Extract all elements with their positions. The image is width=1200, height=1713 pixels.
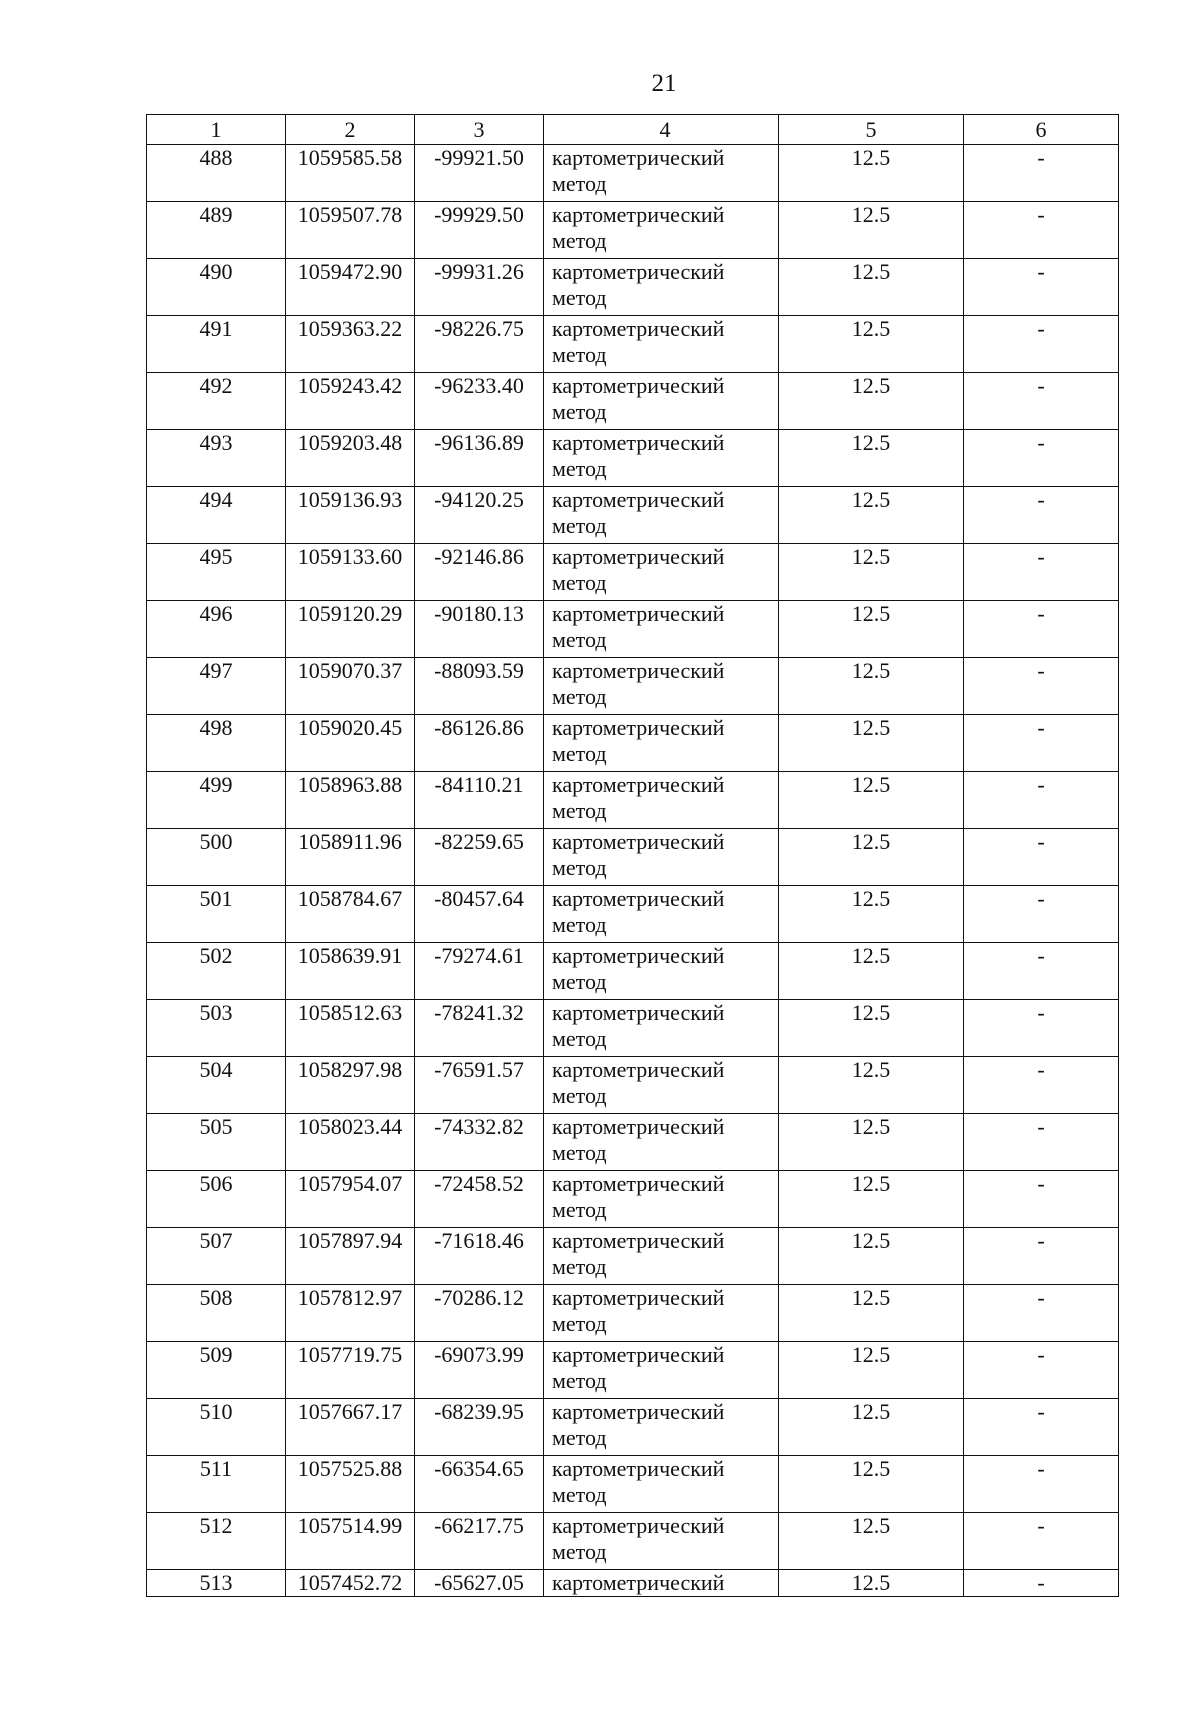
method-cell: картометрический метод — [544, 1057, 779, 1114]
accuracy-cell: 12.5 — [779, 1513, 964, 1570]
note-cell: - — [964, 1114, 1119, 1171]
table-row — [147, 601, 1119, 658]
x-coordinate-cell: 1059203.48 — [286, 430, 415, 487]
method-cell: картометрический метод — [544, 1399, 779, 1456]
y-coordinate-cell: -90180.13 — [415, 601, 544, 658]
method-cell: картометрический метод — [544, 1285, 779, 1342]
point-number-cell: 511 — [147, 1456, 286, 1513]
x-coordinate-cell: 1058963.88 — [286, 772, 415, 829]
y-coordinate-cell: -65627.05 — [415, 1570, 544, 1597]
method-cell: картометрический метод — [544, 772, 779, 829]
table-row — [147, 373, 1119, 430]
point-number-cell: 500 — [147, 829, 286, 886]
point-number-cell: 494 — [147, 487, 286, 544]
method-cell: картометрический метод — [544, 1513, 779, 1570]
method-cell: картометрический метод — [544, 1456, 779, 1513]
point-number-cell: 502 — [147, 943, 286, 1000]
x-coordinate-cell: 1058297.98 — [286, 1057, 415, 1114]
x-coordinate-cell: 1057897.94 — [286, 1228, 415, 1285]
table-body — [147, 145, 1119, 1597]
accuracy-cell: 12.5 — [779, 1114, 964, 1171]
note-cell: - — [964, 829, 1119, 886]
accuracy-cell: 12.5 — [779, 1057, 964, 1114]
accuracy-cell: 12.5 — [779, 1000, 964, 1057]
method-cell: картометрический метод — [544, 544, 779, 601]
table-row — [147, 1399, 1119, 1456]
table-row — [147, 1342, 1119, 1399]
method-cell: картометрический метод — [544, 829, 779, 886]
note-cell: - — [964, 1513, 1119, 1570]
point-number-cell: 495 — [147, 544, 286, 601]
note-cell: - — [964, 886, 1119, 943]
accuracy-cell: 12.5 — [779, 544, 964, 601]
method-cell: картометрический — [544, 1570, 779, 1597]
accuracy-cell: 12.5 — [779, 715, 964, 772]
point-number-cell: 512 — [147, 1513, 286, 1570]
point-number-cell: 496 — [147, 601, 286, 658]
y-coordinate-cell: -86126.86 — [415, 715, 544, 772]
table-row — [147, 1000, 1119, 1057]
note-cell: - — [964, 430, 1119, 487]
column-header-4: 4 — [544, 115, 779, 145]
method-cell: картометрический метод — [544, 202, 779, 259]
table-row — [147, 1228, 1119, 1285]
y-coordinate-cell: -79274.61 — [415, 943, 544, 1000]
y-coordinate-cell: -71618.46 — [415, 1228, 544, 1285]
note-cell: - — [964, 1342, 1119, 1399]
point-number-cell: 510 — [147, 1399, 286, 1456]
table-row — [147, 1285, 1119, 1342]
y-coordinate-cell: -70286.12 — [415, 1285, 544, 1342]
table-row — [147, 1456, 1119, 1513]
accuracy-cell: 12.5 — [779, 1228, 964, 1285]
y-coordinate-cell: -96136.89 — [415, 430, 544, 487]
accuracy-cell: 12.5 — [779, 886, 964, 943]
accuracy-cell: 12.5 — [779, 1456, 964, 1513]
y-coordinate-cell: -84110.21 — [415, 772, 544, 829]
note-cell: - — [964, 772, 1119, 829]
x-coordinate-cell: 1058911.96 — [286, 829, 415, 886]
point-number-cell: 490 — [147, 259, 286, 316]
point-number-cell: 492 — [147, 373, 286, 430]
accuracy-cell: 12.5 — [779, 1342, 964, 1399]
table-row — [147, 430, 1119, 487]
table-row — [147, 829, 1119, 886]
accuracy-cell: 12.5 — [779, 430, 964, 487]
table-row — [147, 1057, 1119, 1114]
note-cell: - — [964, 145, 1119, 202]
x-coordinate-cell: 1059472.90 — [286, 259, 415, 316]
accuracy-cell: 12.5 — [779, 772, 964, 829]
note-cell: - — [964, 259, 1119, 316]
point-number-cell: 507 — [147, 1228, 286, 1285]
accuracy-cell: 12.5 — [779, 829, 964, 886]
table-row — [147, 658, 1119, 715]
accuracy-cell: 12.5 — [779, 373, 964, 430]
table-row — [147, 544, 1119, 601]
method-cell: картометрический метод — [544, 373, 779, 430]
point-number-cell: 506 — [147, 1171, 286, 1228]
method-cell: картометрический метод — [544, 1342, 779, 1399]
table-row — [147, 715, 1119, 772]
point-number-cell: 491 — [147, 316, 286, 373]
note-cell: - — [964, 316, 1119, 373]
method-cell: картометрический метод — [544, 601, 779, 658]
y-coordinate-cell: -99921.50 — [415, 145, 544, 202]
y-coordinate-cell: -80457.64 — [415, 886, 544, 943]
table-row — [147, 145, 1119, 202]
y-coordinate-cell: -69073.99 — [415, 1342, 544, 1399]
y-coordinate-cell: -82259.65 — [415, 829, 544, 886]
method-cell: картометрический метод — [544, 1114, 779, 1171]
table-row — [147, 259, 1119, 316]
x-coordinate-cell: 1057954.07 — [286, 1171, 415, 1228]
table-row — [147, 202, 1119, 259]
method-cell: картометрический метод — [544, 715, 779, 772]
table-row — [147, 1513, 1119, 1570]
x-coordinate-cell: 1057667.17 — [286, 1399, 415, 1456]
method-cell: картометрический метод — [544, 943, 779, 1000]
table-row — [147, 943, 1119, 1000]
point-number-cell: 504 — [147, 1057, 286, 1114]
accuracy-cell: 12.5 — [779, 601, 964, 658]
note-cell: - — [964, 601, 1119, 658]
column-header-5: 5 — [779, 115, 964, 145]
point-number-cell: 497 — [147, 658, 286, 715]
note-cell: - — [964, 1456, 1119, 1513]
y-coordinate-cell: -96233.40 — [415, 373, 544, 430]
method-cell: картометрический метод — [544, 1000, 779, 1057]
y-coordinate-cell: -76591.57 — [415, 1057, 544, 1114]
y-coordinate-cell: -66354.65 — [415, 1456, 544, 1513]
note-cell: - — [964, 658, 1119, 715]
table-row — [147, 772, 1119, 829]
method-cell: картометрический метод — [544, 487, 779, 544]
note-cell: - — [964, 1057, 1119, 1114]
method-cell: картометрический метод — [544, 1228, 779, 1285]
y-coordinate-cell: -68239.95 — [415, 1399, 544, 1456]
point-number-cell: 489 — [147, 202, 286, 259]
x-coordinate-cell: 1059120.29 — [286, 601, 415, 658]
y-coordinate-cell: -99931.26 — [415, 259, 544, 316]
point-number-cell: 503 — [147, 1000, 286, 1057]
x-coordinate-cell: 1057525.88 — [286, 1456, 415, 1513]
x-coordinate-cell: 1059243.42 — [286, 373, 415, 430]
method-cell: картометрический метод — [544, 886, 779, 943]
x-coordinate-cell: 1059585.58 — [286, 145, 415, 202]
x-coordinate-cell: 1057719.75 — [286, 1342, 415, 1399]
column-header-1: 1 — [147, 115, 286, 145]
table-row — [147, 487, 1119, 544]
x-coordinate-cell: 1059020.45 — [286, 715, 415, 772]
method-cell: картометрический метод — [544, 430, 779, 487]
x-coordinate-cell: 1058512.63 — [286, 1000, 415, 1057]
y-coordinate-cell: -88093.59 — [415, 658, 544, 715]
accuracy-cell: 12.5 — [779, 1171, 964, 1228]
note-cell: - — [964, 1285, 1119, 1342]
y-coordinate-cell: -66217.75 — [415, 1513, 544, 1570]
table-row — [147, 316, 1119, 373]
accuracy-cell: 12.5 — [779, 316, 964, 373]
table-row — [147, 1570, 1119, 1597]
note-cell: - — [964, 202, 1119, 259]
y-coordinate-cell: -94120.25 — [415, 487, 544, 544]
note-cell: - — [964, 715, 1119, 772]
column-header-2: 2 — [286, 115, 415, 145]
method-cell: картометрический метод — [544, 1171, 779, 1228]
accuracy-cell: 12.5 — [779, 1570, 964, 1597]
table-row — [147, 886, 1119, 943]
column-header-6: 6 — [964, 115, 1119, 145]
x-coordinate-cell: 1058023.44 — [286, 1114, 415, 1171]
point-number-cell: 508 — [147, 1285, 286, 1342]
accuracy-cell: 12.5 — [779, 259, 964, 316]
table-row — [147, 1171, 1119, 1228]
method-cell: картометрический метод — [544, 316, 779, 373]
y-coordinate-cell: -92146.86 — [415, 544, 544, 601]
y-coordinate-cell: -78241.32 — [415, 1000, 544, 1057]
y-coordinate-cell: -72458.52 — [415, 1171, 544, 1228]
x-coordinate-cell: 1057514.99 — [286, 1513, 415, 1570]
accuracy-cell: 12.5 — [779, 202, 964, 259]
accuracy-cell: 12.5 — [779, 1285, 964, 1342]
note-cell: - — [964, 943, 1119, 1000]
note-cell: - — [964, 487, 1119, 544]
coordinates-table — [146, 114, 1119, 1597]
x-coordinate-cell: 1059070.37 — [286, 658, 415, 715]
accuracy-cell: 12.5 — [779, 487, 964, 544]
point-number-cell: 505 — [147, 1114, 286, 1171]
note-cell: - — [964, 1399, 1119, 1456]
note-cell: - — [964, 373, 1119, 430]
point-number-cell: 501 — [147, 886, 286, 943]
point-number-cell: 509 — [147, 1342, 286, 1399]
y-coordinate-cell: -99929.50 — [415, 202, 544, 259]
x-coordinate-cell: 1057812.97 — [286, 1285, 415, 1342]
page-number: 21 — [651, 70, 677, 97]
header-row — [147, 115, 1119, 145]
accuracy-cell: 12.5 — [779, 1399, 964, 1456]
y-coordinate-cell: -74332.82 — [415, 1114, 544, 1171]
x-coordinate-cell: 1059136.93 — [286, 487, 415, 544]
note-cell: - — [964, 544, 1119, 601]
x-coordinate-cell: 1058639.91 — [286, 943, 415, 1000]
table-row — [147, 1114, 1119, 1171]
method-cell: картометрический метод — [544, 658, 779, 715]
note-cell: - — [964, 1171, 1119, 1228]
accuracy-cell: 12.5 — [779, 658, 964, 715]
point-number-cell: 513 — [147, 1570, 286, 1597]
y-coordinate-cell: -98226.75 — [415, 316, 544, 373]
point-number-cell: 493 — [147, 430, 286, 487]
point-number-cell: 499 — [147, 772, 286, 829]
method-cell: картометрический метод — [544, 145, 779, 202]
x-coordinate-cell: 1058784.67 — [286, 886, 415, 943]
column-header-3: 3 — [415, 115, 544, 145]
method-cell: картометрический метод — [544, 259, 779, 316]
x-coordinate-cell: 1059363.22 — [286, 316, 415, 373]
note-cell: - — [964, 1570, 1119, 1597]
accuracy-cell: 12.5 — [779, 943, 964, 1000]
point-number-cell: 498 — [147, 715, 286, 772]
accuracy-cell: 12.5 — [779, 145, 964, 202]
point-number-cell: 488 — [147, 145, 286, 202]
x-coordinate-cell: 1059507.78 — [286, 202, 415, 259]
note-cell: - — [964, 1228, 1119, 1285]
note-cell: - — [964, 1000, 1119, 1057]
x-coordinate-cell: 1057452.72 — [286, 1570, 415, 1597]
x-coordinate-cell: 1059133.60 — [286, 544, 415, 601]
